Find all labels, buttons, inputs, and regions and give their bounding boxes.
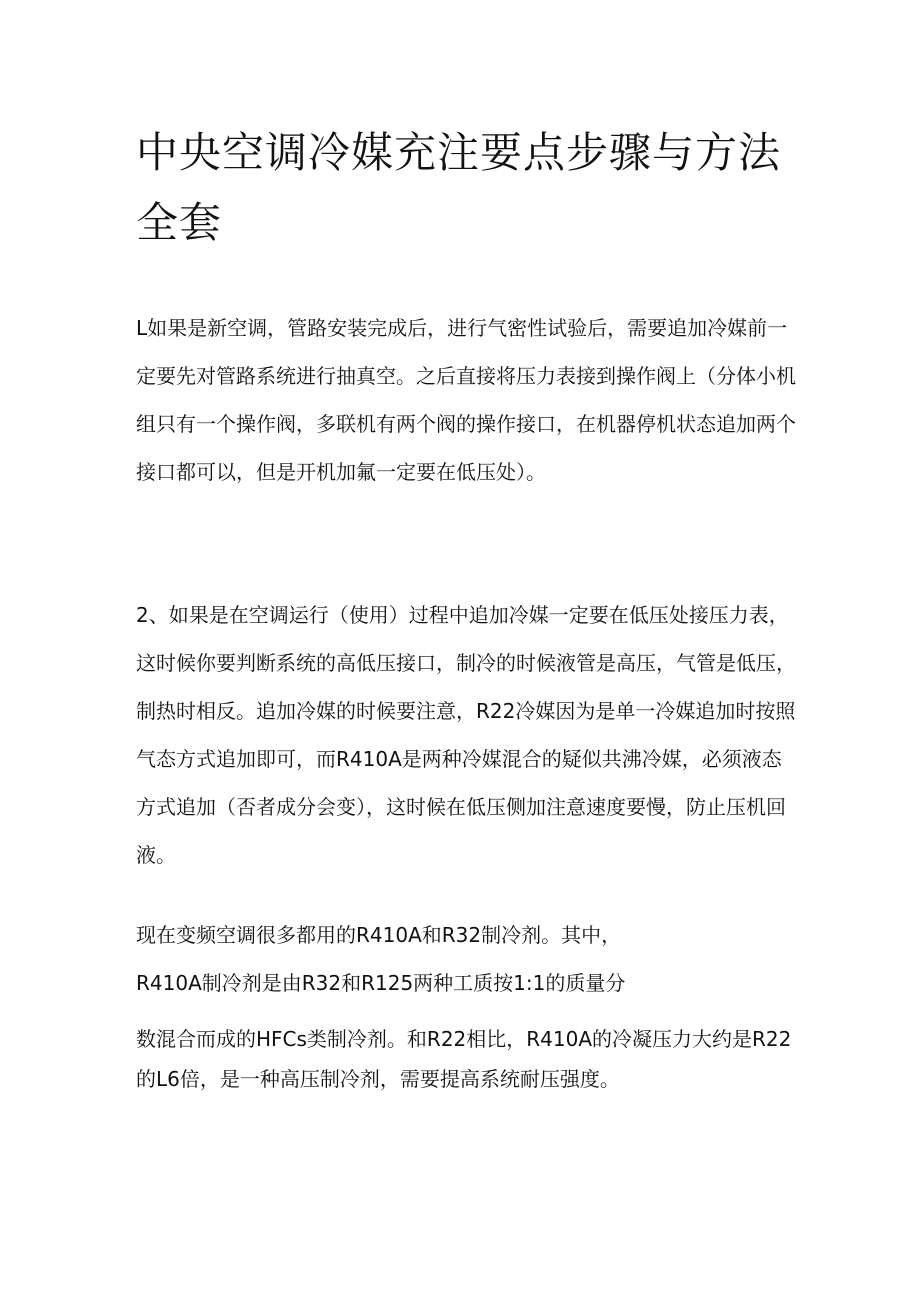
paragraph-new-installation: L如果是新空调，管路安装完成后，进行气密性试验后，需要追加冷媒前一定要先对管路系统进行抽真空。之后直接将压力表接到操作阀上（分体小机组只有一个操作阀，多联机有两个阀的操作接口，在机器停机状态追加两个接口都可以，但是开机加氟一定要在低压处）。	[136, 316, 796, 484]
paragraph-r410a-pressure: 数混合而成的HFCs类制冷剂。和R22相比，R410A的冷凝压力大约是R22的L6倍，是一种高压制冷剂，需要提高系统耐压强度。	[136, 1027, 792, 1091]
page-title: 中央空调冷媒充注要点步骤与方法全套	[136, 128, 782, 247]
paragraph-r410a-composition: R410A制冷剂是由R32和R125两种工质按1:1的质量分	[136, 971, 626, 995]
paragraph-refrigerant-intro: 现在变频空调很多都用的R410A和R32制冷剂。其中，	[136, 923, 622, 947]
paragraph-running-recharge: 2、如果是在空调运行（使用）过程中追加冷媒一定要在低压处接压力表，这时候你要判断系统的高低压接口，制冷的时候液管是高压，气管是低压，制热时相反。追加冷媒的时候要注意，R22冷媒因为是单一冷媒追加时按照气态方式追加即可，而R410A是两种冷媒混合的疑似共沸冷媒，必须液态方式追加（否者成分会变），这时候在低压侧加注意速度要慢，防止压机回液。	[136, 603, 796, 867]
